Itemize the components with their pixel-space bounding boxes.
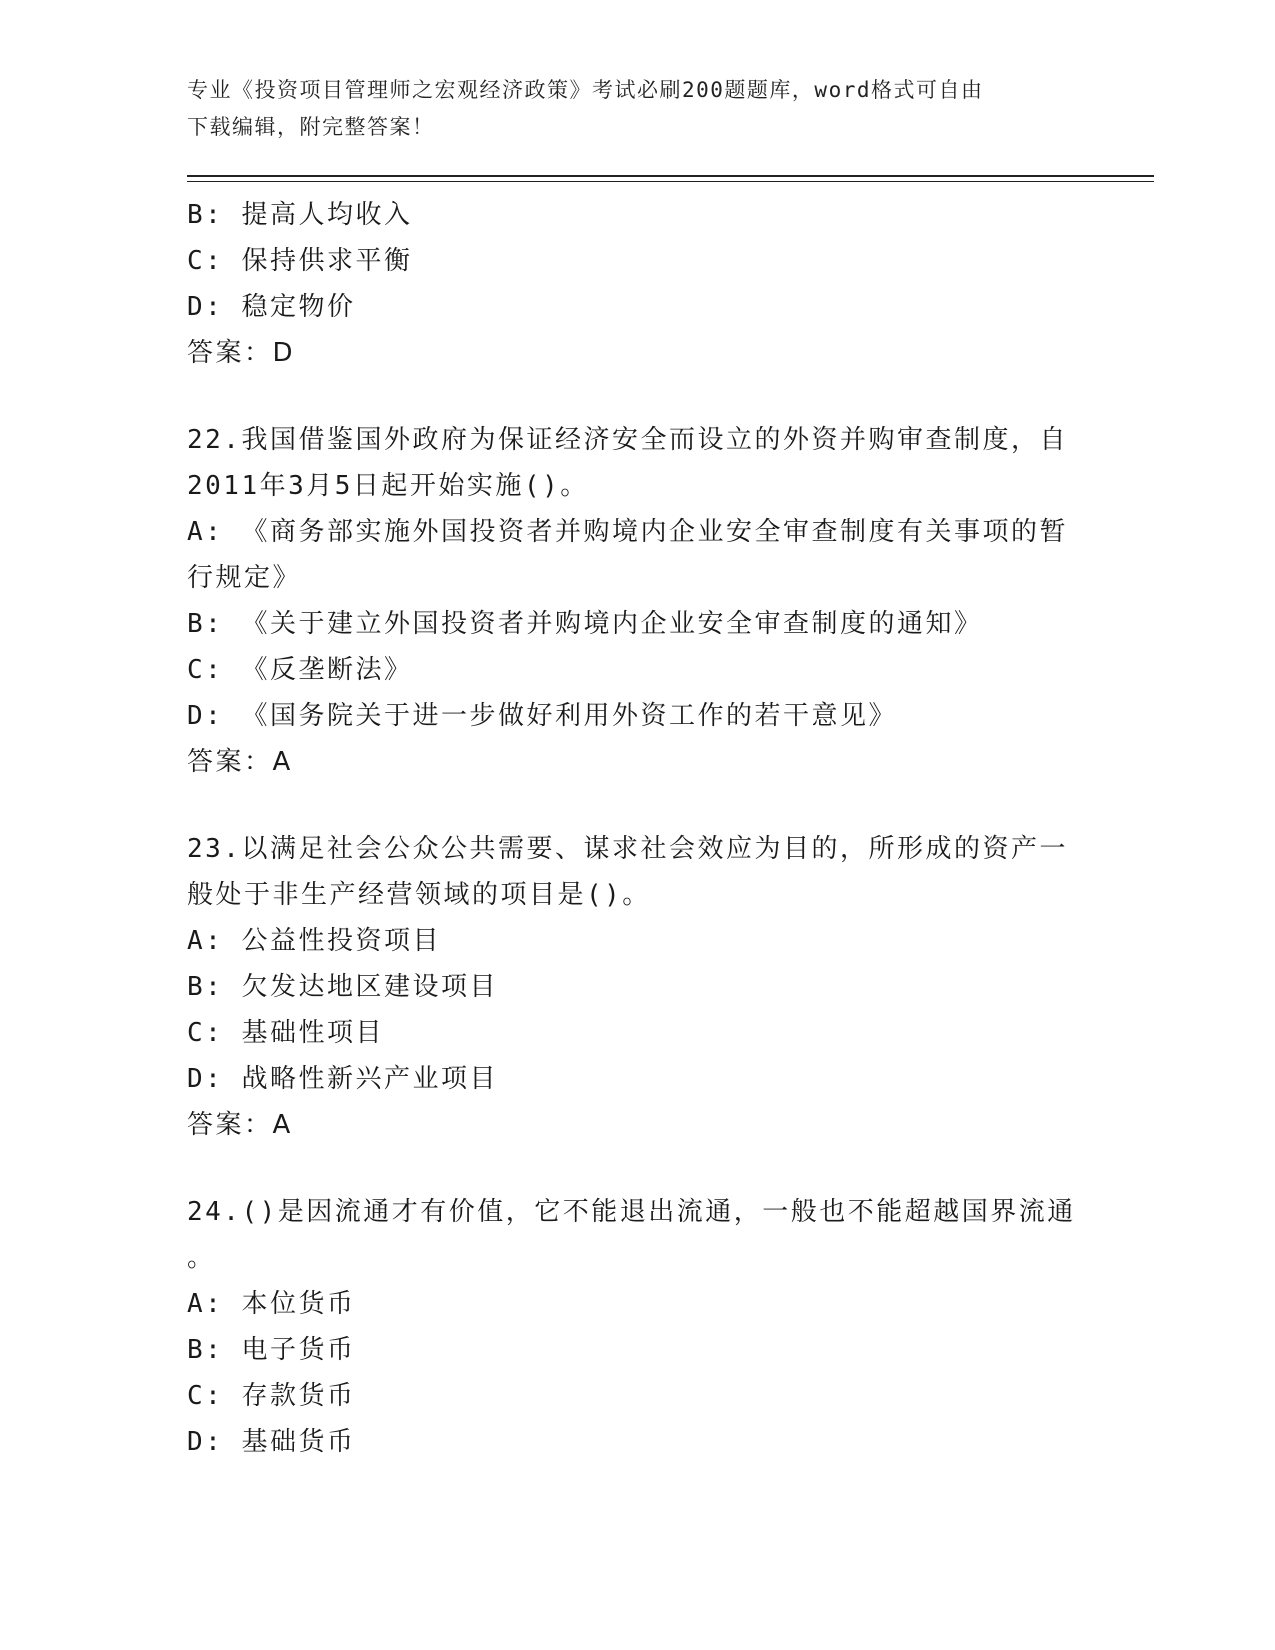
option-d: D: 战略性新兴产业项目 <box>187 1064 498 1094</box>
question-stem-line: 2011年3月5日起开始实施()。 <box>187 471 589 501</box>
option-c: C: 《反垄断法》 <box>187 655 413 685</box>
option-a-continued: 行规定》 <box>187 563 302 593</box>
header-rule-thick <box>187 175 1154 177</box>
question-stem-line: 22.我国借鉴国外政府为保证经济安全而设立的外资并购审查制度，自 <box>187 425 1068 455</box>
option-b: B: 提高人均收入 <box>187 200 413 230</box>
document-header <box>187 72 1087 146</box>
option-d: D: 基础货币 <box>187 1427 356 1457</box>
question-stem-line: 般处于非生产经营领域的项目是()。 <box>187 880 651 910</box>
question-stem-line: 。 <box>187 1243 216 1273</box>
question-22 <box>187 417 1067 785</box>
header-rule-thin <box>187 181 1154 182</box>
question-23 <box>187 826 1067 1148</box>
header-line-1: 专业《投资项目管理师之宏观经济政策》考试必刷200题题库，word格式可自由 <box>187 78 984 102</box>
answer: 答案：D <box>187 338 296 368</box>
option-b: B: 电子货币 <box>187 1335 356 1365</box>
question-stem-line: 23.以满足社会公众公共需要、谋求社会效应为目的，所形成的资产一 <box>187 834 1068 864</box>
option-c: C: 存款货币 <box>187 1381 356 1411</box>
option-d: D: 《国务院关于进一步做好利用外资工作的若干意见》 <box>187 701 897 731</box>
answer: 答案：A <box>187 747 293 777</box>
prev-question-options <box>187 192 1067 376</box>
question-stem-line: 24.()是因流通才有价值，它不能退出流通，一般也不能超越国界流通 <box>187 1197 1076 1227</box>
option-c: C: 基础性项目 <box>187 1018 384 1048</box>
header-line-2: 下载编辑，附完整答案！ <box>187 115 435 139</box>
option-c: C: 保持供求平衡 <box>187 246 413 276</box>
question-24 <box>187 1189 1076 1465</box>
option-d: D: 稳定物价 <box>187 292 356 322</box>
option-a: A: 本位货币 <box>187 1289 356 1319</box>
option-b: B: 《关于建立外国投资者并购境内企业安全审查制度的通知》 <box>187 609 983 639</box>
question-content <box>187 192 1076 1465</box>
option-a: A: 公益性投资项目 <box>187 926 441 956</box>
option-a: A: 《商务部实施外国投资者并购境内企业安全审查制度有关事项的暂 <box>187 517 1068 547</box>
option-b: B: 欠发达地区建设项目 <box>187 972 498 1002</box>
answer: 答案：A <box>187 1110 293 1140</box>
